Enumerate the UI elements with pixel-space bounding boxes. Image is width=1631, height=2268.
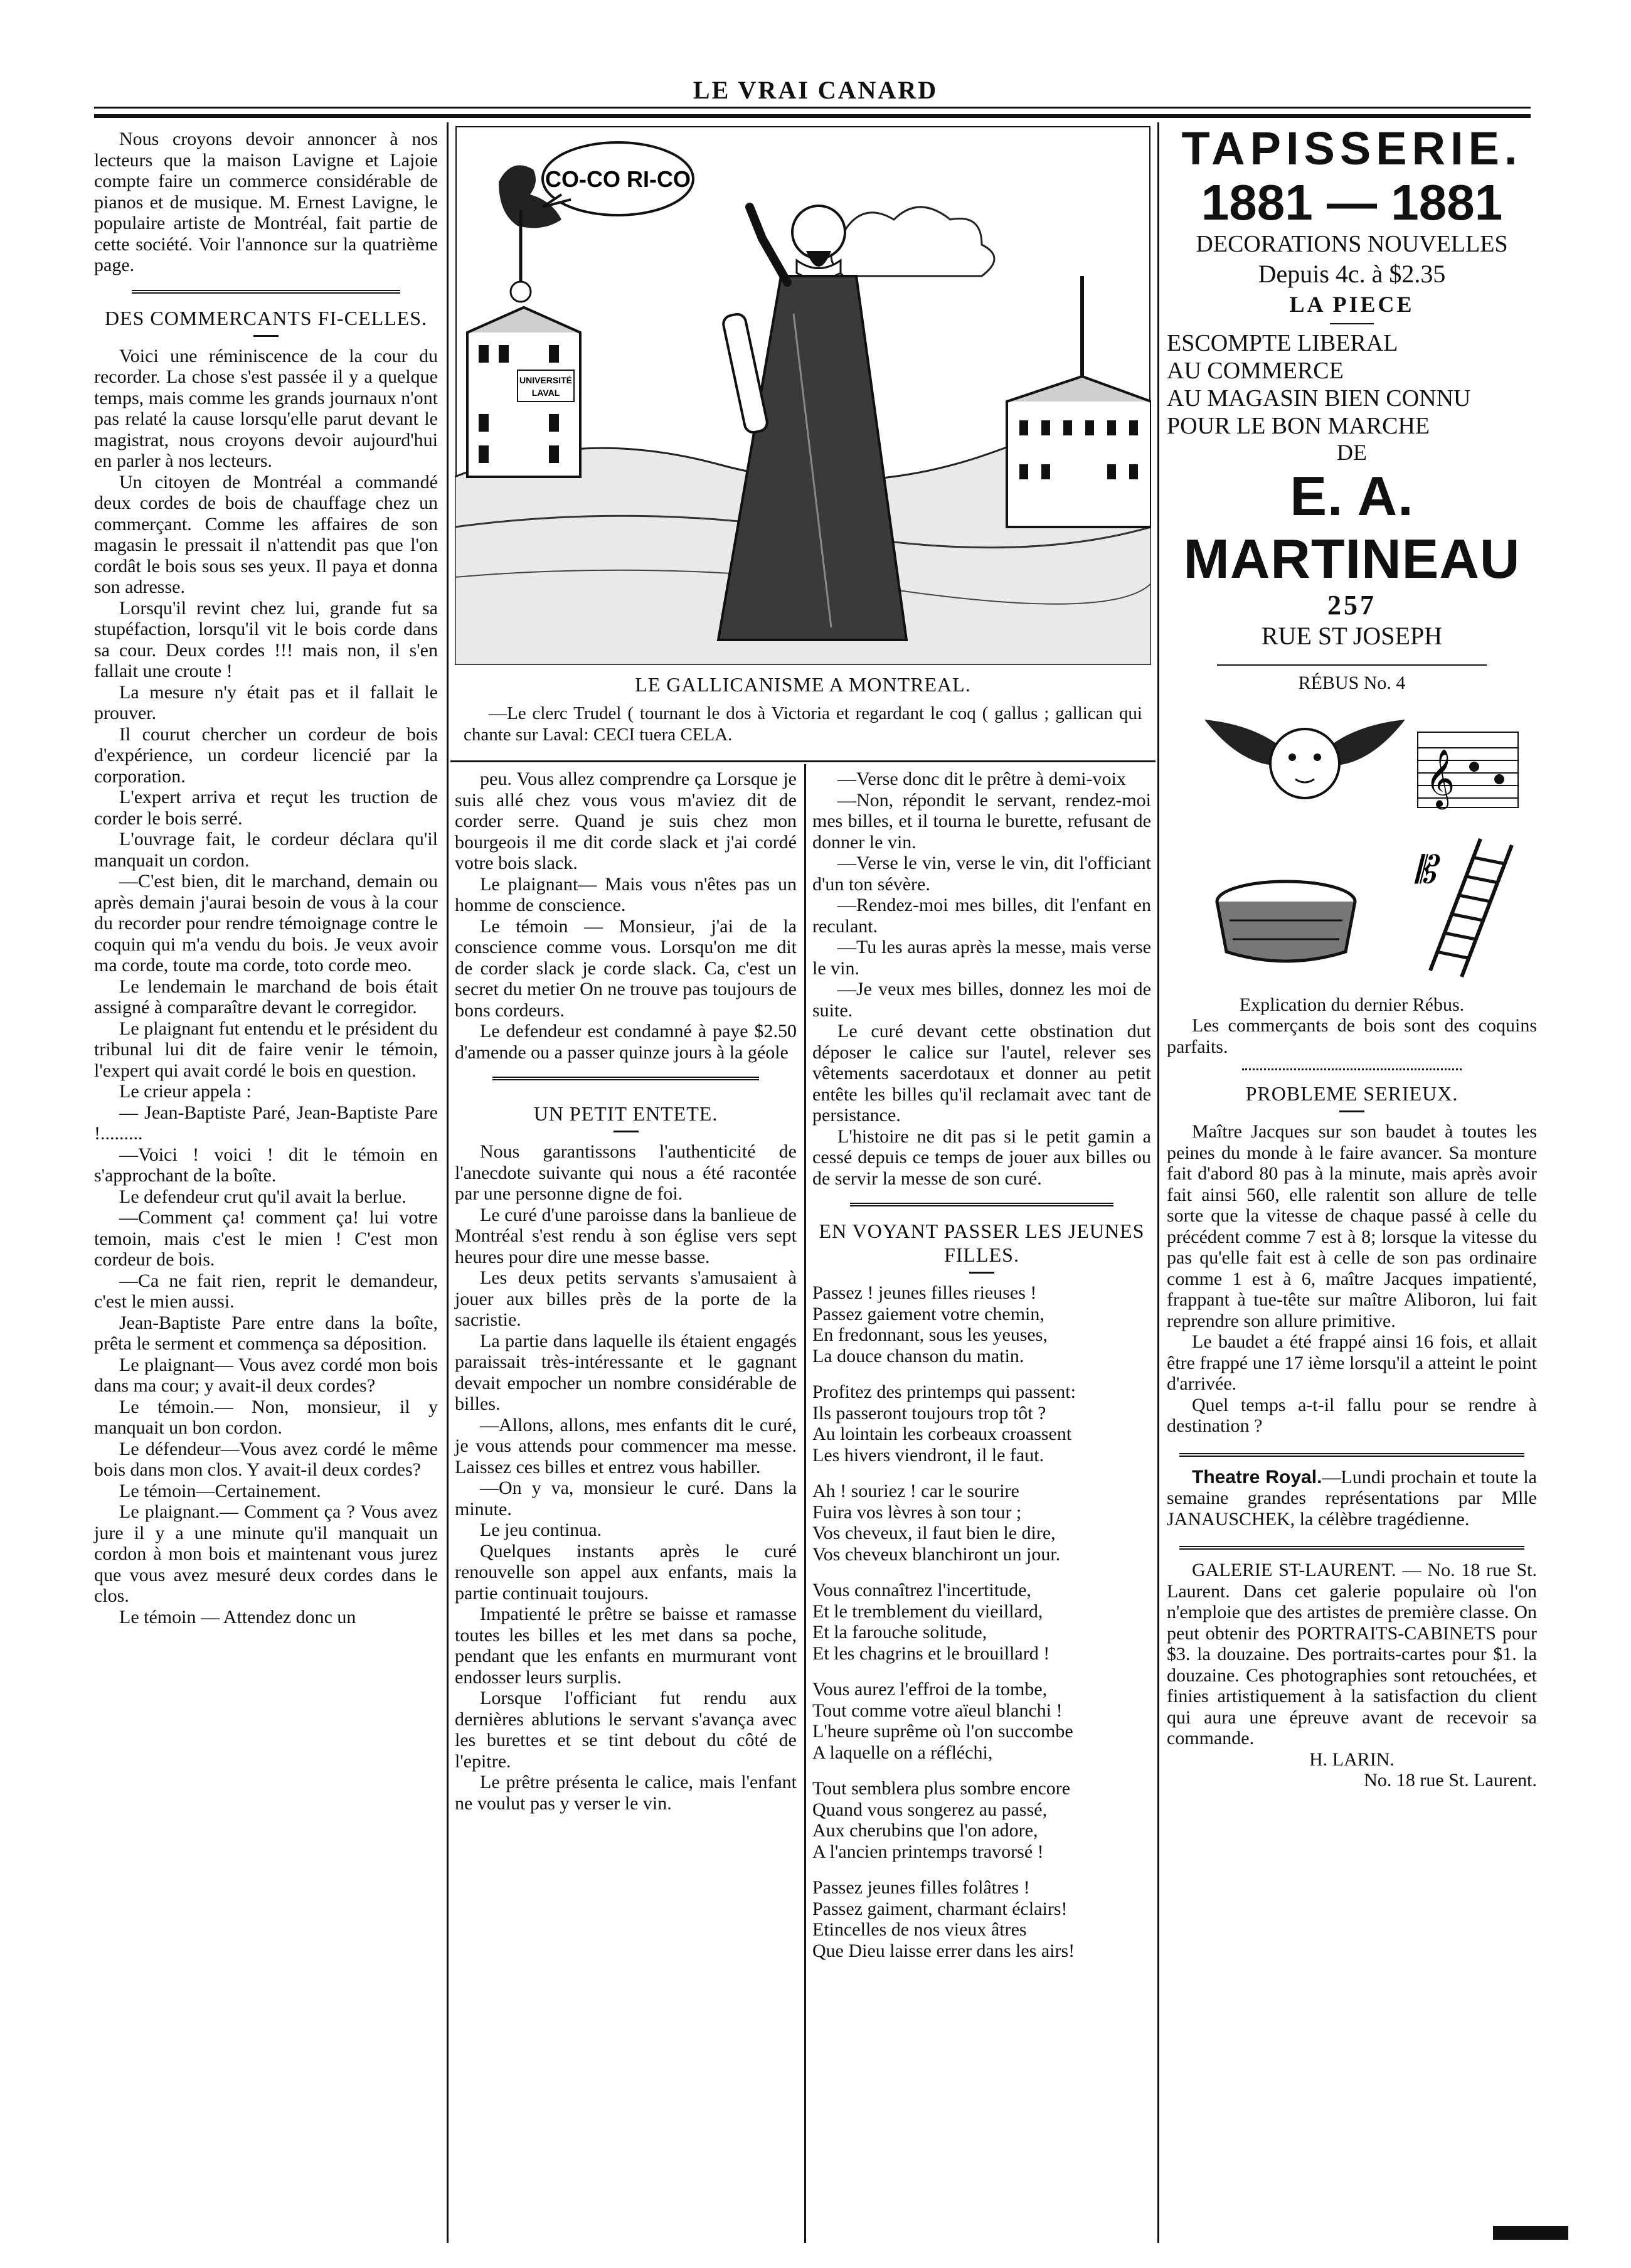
poem-line: Quand vous songerez au passé, bbox=[812, 1799, 1048, 1820]
paragraph: —C'est bien, dit le marchand, demain ou après demain j'aurai besoin de vous à la cour du recorder pour rendre témoignage contre le coquin qui m'a vendu du bois. Je veux avoir ma corde, toute ma corde, toto corde meo. bbox=[94, 871, 438, 976]
poem-line: Vos cheveux, il faut bien le dire, bbox=[812, 1523, 1056, 1543]
paragraph: —Non, répondit le servant, rendez-moi mes billes, et il tourna le burette, refusant de donner le vin. bbox=[812, 789, 1151, 853]
poem-line: Et le tremblement du vieillard, bbox=[812, 1600, 1043, 1622]
paragraph: —Verse donc dit le prêtre à demi-voix bbox=[837, 769, 1126, 789]
rebus-illustration bbox=[1167, 695, 1537, 983]
music-staff-icon bbox=[1418, 732, 1518, 809]
theatre-title: Theatre Royal. bbox=[1192, 1466, 1322, 1488]
paragraph: Le plaignant fut entendu et le président du tribunal lui dit de faire venir le témoin, l'expert qui avait cordé le bois en question. bbox=[94, 1018, 438, 1081]
paragraph: L'expert arriva et reçut les truction de corder le bois serré. bbox=[94, 787, 438, 829]
svg-text:𝄞: 𝄞 bbox=[1425, 750, 1455, 806]
paragraph: —Tu les auras après la messe, mais verse le vin. bbox=[812, 937, 1151, 979]
rebus-explanation: Explication du dernier Rébus. bbox=[1239, 994, 1465, 1015]
paragraph: Le plaignant.— Comment ça ? Vous avez jure il y a une minute qu'il manquait un cordon à mon bois et maintenant vous jurez que vous avez mesuré deux cordes dans le clos. bbox=[94, 1501, 438, 1606]
poem-line: Tout semblera plus sombre encore bbox=[812, 1778, 1071, 1799]
poem-line: Profitez des printemps qui passent: bbox=[812, 1382, 1076, 1402]
paragraph: — Jean-Baptiste Paré, Jean-Baptiste Pare !......... bbox=[94, 1102, 438, 1144]
poem-line: Et la farouche solitude, bbox=[812, 1622, 987, 1642]
paragraph: Maître Jacques sur son baudet à toutes les peines du monde à le faire avancer. Sa monture fait d'abord 80 pas à la minute, mais après avoir fait ainsi 560, elle ralentit son allure de telle sorte que la vitesse de chaque passé à celle du précédent comme 7 est à 8; lorsque la vitesse du pas qu'elle fait est à celle de son pas ordinaire comme 1 est à 6, maître Jacques impatienté, frappant à tue-tête sur maître Aliboron, lui fait reprendre son allure primitive. bbox=[1167, 1121, 1537, 1331]
poem-line: Passez ! jeunes filles rieuses ! bbox=[812, 1282, 1037, 1303]
paragraph: Nous garantissons l'authenticité de l'anecdote suivante qui nous a été racontée par une personne digne de foi. bbox=[455, 1141, 797, 1204]
paragraph: Le defendeur est condamné à paye $2.50 d'amende ou a passer quinze jours à la géole bbox=[455, 1021, 797, 1063]
paragraph: Un citoyen de Montréal a commandé deux cordes de bois de chauffage chez un commerçant. Comme les affaires de son magasin le pressait il n'attendit pas que l'on cordât le bois sous ses yeux. Il paya et donna son adresse. bbox=[94, 471, 438, 597]
paragraph: La mesure n'y était pas et il fallait le prouver. bbox=[94, 681, 438, 723]
section-divider-3 bbox=[850, 1203, 1113, 1206]
cartoon-illustration bbox=[455, 125, 1151, 665]
galerie-signature: H. LARIN. bbox=[1309, 1749, 1395, 1770]
paragraph: —Comment ça! comment ça! lui votre temoin, mais c'est le mien ! C'est mon cordeur de bois. bbox=[94, 1207, 438, 1270]
section-divider-2 bbox=[492, 1077, 759, 1080]
poem-line: Tout comme votre aïeul blanchi ! bbox=[812, 1700, 1063, 1721]
paragraph: Lorsque l'officiant fut rendu aux dernières ablutions le servant s'avança avec les burettes et se tint debout du côté de l'epitre. bbox=[455, 1688, 797, 1772]
theatre-notice bbox=[1167, 1467, 1537, 1530]
university-laval-building bbox=[467, 307, 580, 477]
section-divider bbox=[132, 290, 400, 294]
heading-dash bbox=[253, 335, 279, 337]
paragraph: —On y va, monsieur le curé. Dans la minute. bbox=[455, 1477, 797, 1520]
poem-line: Passez gaiement votre chemin, bbox=[812, 1303, 1044, 1324]
paragraph: Le defendeur crut qu'il avait la berlue. bbox=[119, 1186, 406, 1207]
masthead-rule-top bbox=[94, 107, 1531, 109]
cartoon-block bbox=[455, 125, 1151, 753]
article-body-entete-continued bbox=[812, 769, 1151, 1189]
paragraph: peu. Vous allez comprendre ça Lorsque je suis allé chez vous vous m'aviez dit de corder serre. Quand je suis chez mon bourgeois il me dit corde slack et j'ai cordé votre bois slack. bbox=[455, 769, 797, 873]
paragraph: Voici une réminiscence de la cour du recorder. La chose s'est passée il y a quelque temps, mais comme les grands journaux n'ont pas relaté la cause lorsqu'elle parut devant le magistrat, nous croyons devoir aujourd'hui en parler à nos lecteurs. bbox=[94, 345, 438, 471]
basket-icon bbox=[1217, 881, 1355, 961]
paragraph: Jean-Baptiste Pare entre dans la boîte, prêta le serment et commença sa déposition. bbox=[94, 1312, 438, 1354]
poem-line: En fredonnant, sous les yeuses, bbox=[812, 1324, 1048, 1345]
paragraph: Le témoin — Monsieur, j'ai de la conscience comme vous. Lorsqu'on me dit de corder slack je corde slack. Ca, c'est un secret du metier On ne trouve pas toujours de bons cordeurs. bbox=[455, 915, 797, 1021]
cartoon-title: LE GALLICANISME A MONTREAL. bbox=[635, 673, 971, 696]
paragraph: L'histoire ne dit pas si le petit gamin a cessé depuis ce temps de jouer aux billes ou de servir la messe de son curé. bbox=[812, 1126, 1151, 1189]
paragraph: —Verse le vin, verse le vin, dit l'officiant d'un ton sévère. bbox=[812, 853, 1151, 895]
heading-dash-2 bbox=[614, 1131, 639, 1132]
paragraph: Le défendeur—Vous avez cordé le même bois dans mon clos. Y avait-il deux cordes? bbox=[94, 1438, 438, 1480]
paragraph: Le témoin.— Non, monsieur, il y manquait un bon cordon. bbox=[94, 1396, 438, 1438]
poem-line: Ah ! souriez ! car le sourire bbox=[812, 1481, 1019, 1501]
article-body-commercants bbox=[94, 346, 438, 1628]
paragraph: Le plaignant— Mais vous n'êtes pas un homme de conscience. bbox=[455, 873, 797, 915]
article-heading-petit-entete: UN PETIT ENTETE. bbox=[533, 1102, 718, 1125]
corner-bar bbox=[1493, 2226, 1568, 2240]
poem-line: Passez gaiment, charmant éclairs! bbox=[812, 1898, 1068, 1919]
paragraph: Le prêtre présenta le calice, mais l'enfant ne voulut pas y verser le vin. bbox=[455, 1772, 797, 1814]
paragraph: Quel temps a-t-il fallu pour se rendre à destination ? bbox=[1167, 1394, 1537, 1436]
paragraph: Le baudet a été frappé ainsi 16 fois, et allait être frappé une 17 ième lorsqu'il a atteint le point d'arrivée. bbox=[1167, 1331, 1537, 1394]
cartoon-bottom-rule bbox=[450, 760, 1156, 762]
paragraph: Lorsqu'il revint chez lui, grande fut sa stupéfaction, lorsqu'il vit le bois corde dans sa cour. Deux cordes !!! mais non, il s'en fallait une croute ! bbox=[94, 597, 438, 681]
poem-line: Vous aurez l'effroi de la tombe, bbox=[812, 1679, 1048, 1700]
poem-line: L'heure suprême où l'on succombe bbox=[812, 1721, 1073, 1742]
paragraph: Quelques instants après le curé renouvelle son appel aux enfants, mais la partie continuait toujours. bbox=[455, 1540, 797, 1604]
poem-line: A l'ancien printemps travorsé ! bbox=[812, 1841, 1044, 1862]
paragraph: Il courut chercher un cordeur de bois d'expérience, un cordeur licencié par la corporation. bbox=[94, 723, 438, 787]
poem-line: Vos cheveux blanchiront un jour. bbox=[812, 1543, 1061, 1565]
rebus-heading: RÉBUS No. 4 bbox=[1298, 673, 1406, 693]
poem-line: Et les chagrins et le brouillard ! bbox=[812, 1642, 1050, 1664]
speech-bubble bbox=[543, 142, 693, 215]
paragraph: —Rendez-moi mes billes, dit l'enfant en reculant. bbox=[812, 895, 1151, 937]
paragraph: Le curé d'une paroisse dans la banlieue de Montréal s'est rendu à son église vers sept heures pour dire une messe basse. bbox=[455, 1204, 797, 1267]
paragraph: —Ca ne fait rien, reprit le demandeur, c'est le mien aussi. bbox=[94, 1270, 438, 1312]
paragraph: Le curé devant cette obstination dut déposer le calice sur l'autel, relever ses vêtements sacerdotaux et donner au petit entête les billes qu'il reclamait avec tant de persistance. bbox=[812, 1021, 1151, 1126]
intro-paragraph: Nous croyons devoir annoncer à nos lecteurs que la maison Lavigne et Lajoie compte faire un commerce considérable de pianos et de musique. M. Ernest Lavigne, le populaire artiste de Montréal, fait partie de cette société. Voir l'annonce sur la quatrième page. bbox=[94, 129, 438, 275]
probleme-body bbox=[1167, 1121, 1537, 1437]
galerie-address: No. 18 rue St. Laurent. bbox=[1364, 1770, 1537, 1791]
rebus-answer: Les commerçants de bois sont des coquins parfaits. bbox=[1167, 1015, 1537, 1057]
advertisement-martineau: TAPISSERIE. 1881 — 1881 DECORATIONS NOUVELLES Depuis 4c. à $2.35 LA PIECE ESCOMPTE LIBERAL AU COMMERCE AU MAGASIN BIEN CONNU POUR LE BON MARCHE DE E. A. MARTINEAU 257 RUE ST JOSEPH bbox=[1167, 122, 1522, 650]
paragraph: Les deux petits servants s'amusaient à jouer aux billes près de la porte de la sacristie. bbox=[455, 1267, 797, 1330]
cartoon-caption: —Le clerc Trudel ( tournant le dos à Victoria et regardant le coq ( gallus ; gallican qui chante sur Laval: CECI tuera CELA. bbox=[464, 703, 1142, 745]
masthead-rule-bottom bbox=[94, 114, 1531, 118]
svg-text:𝄡: 𝄡 bbox=[1415, 849, 1436, 891]
poem-line: Vous connaîtrez l'incertitude, bbox=[812, 1580, 1031, 1600]
paragraph: Impatienté le prêtre se baisse et ramasse toutes les billes et les met dans sa poche, pendant que les enfants en murmurant vont endosser leurs surplis. bbox=[455, 1604, 797, 1688]
column-3 bbox=[812, 769, 1151, 1961]
svg-text:LAVAL: LAVAL bbox=[531, 388, 560, 398]
poem-line: A laquelle on a réfléchi, bbox=[812, 1742, 993, 1763]
poem-line: Les hivers viendront, il le faut. bbox=[812, 1444, 1044, 1466]
column-1 bbox=[94, 129, 438, 1627]
paragraph: —Voici ! voici ! dit le témoin en s'approchant de la boîte. bbox=[94, 1144, 438, 1186]
poem-line: Fuira vos lèvres à son tour ; bbox=[812, 1501, 1022, 1523]
poem-line: Etincelles de nos vieux âtres bbox=[812, 1919, 1027, 1940]
galerie-notice: GALERIE ST-LAURENT. — No. 18 rue St. Laurent. Dans cet galerie populaire où l'on n'emploie que des artistes de première classe. On peut obtenir des PORTRAITS-CABINETS pour $3. la douzaine. Des portraits-cartes pour $1. la douzaine. Ces photographies sont retouchées, et finies artistiquement à la satisfaction du client qui aura une épreuve avant de recevoir sa commande. bbox=[1167, 1560, 1537, 1749]
column-divider-2 bbox=[804, 764, 806, 2243]
paragraph: La partie dans laquelle ils étaient engagés paraissait très-intéressante et le gagnant devait empocher un nombre considérable de billes. bbox=[455, 1330, 797, 1414]
theatre-text: —Lundi prochain et toute la semaine grandes représentations par Mlle JANAUSCHEK, la célèbre tragédienne. bbox=[1167, 1466, 1537, 1530]
poem-heading: EN VOYANT PASSER LES JEUNES FILLES. bbox=[819, 1220, 1145, 1266]
column-divider-3 bbox=[1157, 122, 1159, 2243]
article-body-continued bbox=[455, 769, 797, 1063]
poem-line: Ils passeront toujours trop tôt ? bbox=[812, 1402, 1046, 1424]
paragraph: Le témoin—Certainement. bbox=[119, 1480, 321, 1501]
paragraph: Le jeu continua. bbox=[480, 1520, 602, 1540]
svg-text:UNIVERSITÉ: UNIVERSITÉ bbox=[519, 375, 573, 385]
poem-line: Passez jeunes filles folâtres ! bbox=[812, 1877, 1030, 1898]
masthead: LE VRAI CANARD bbox=[693, 76, 938, 104]
column-divider-1 bbox=[447, 122, 449, 2243]
poem-line: La douce chanson du matin. bbox=[812, 1345, 1024, 1366]
paragraph: L'ouvrage fait, le cordeur déclara qu'il manquait un cordon. bbox=[94, 829, 438, 871]
paragraph: Le lendemain le marchand de bois était assigné à comparaître devant le corregidor. bbox=[94, 976, 438, 1018]
svg-text:CO-CO RI-CO: CO-CO RI-CO bbox=[545, 166, 691, 192]
poem-line: Que Dieu laisse errer dans les airs! bbox=[812, 1940, 1075, 1961]
column-2 bbox=[455, 769, 797, 1814]
paragraph: Le crieur appela : bbox=[119, 1081, 252, 1102]
column-4 bbox=[1167, 122, 1537, 1791]
poem-body bbox=[812, 1282, 1151, 1961]
ladder-icon bbox=[1414, 839, 1512, 977]
paragraph: —Allons, allons, mes enfants dit le curé, je vous attends pour commencer ma messe. Laissez ces billes et entrez vous habiller. bbox=[455, 1414, 797, 1477]
probleme-heading: PROBLEME SERIEUX. bbox=[1245, 1082, 1458, 1105]
poem-line: Au lointain les corbeaux croassent bbox=[812, 1424, 1072, 1444]
paragraph: —Je veux mes billes, donnez les moi de suite. bbox=[812, 979, 1151, 1021]
heading-dash-3 bbox=[969, 1272, 994, 1274]
paragraph: Le témoin — Attendez donc un bbox=[119, 1606, 356, 1627]
poem-line: Aux cherubins que l'on adore, bbox=[812, 1820, 1038, 1841]
article-body-petit-entete bbox=[455, 1141, 797, 1814]
paragraph: Le plaignant— Vous avez cordé mon bois dans ma cour; y avait-il deux cordes? bbox=[94, 1354, 438, 1396]
article-heading-commercants: DES COMMERCANTS FI-CELLES. bbox=[104, 306, 428, 329]
winged-head-icon bbox=[1204, 720, 1405, 798]
